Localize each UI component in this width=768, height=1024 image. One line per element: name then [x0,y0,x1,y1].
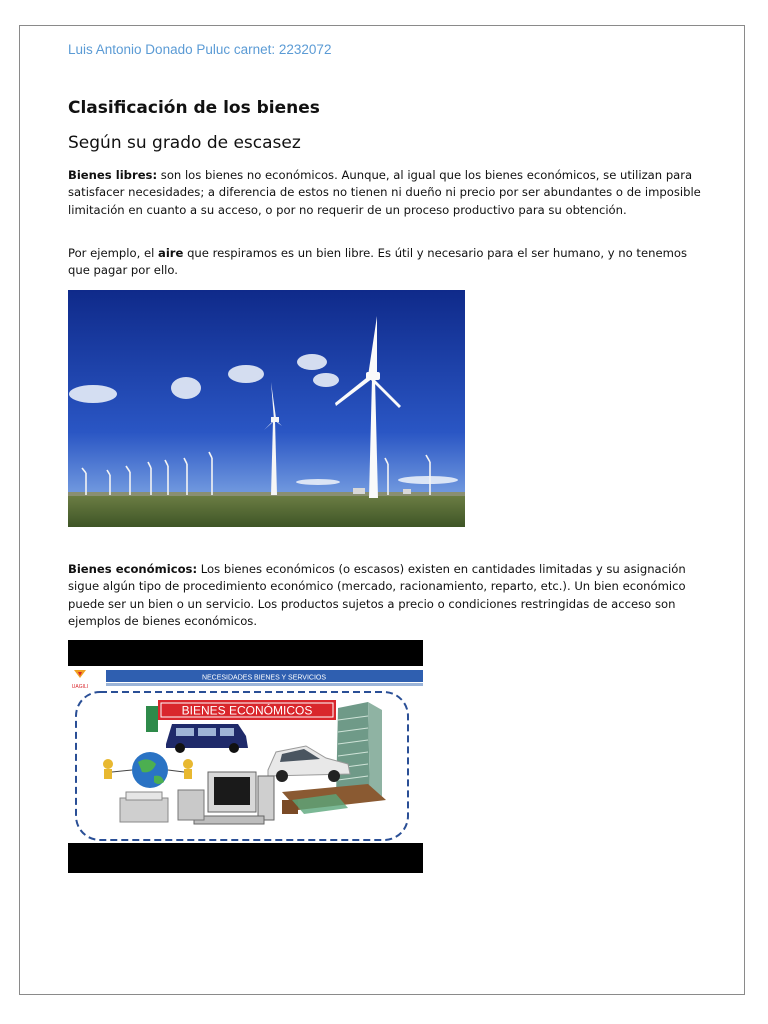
paragraph-air-example [68,245,704,280]
paragraph-economic-goods [68,561,704,631]
paragraph-economic-goods-text: Los bienes económicos (o escasos) existen en cantidades limitadas y su asignación sigue algún tipo de procedimiento económico (mercado, racionamiento, reparto, etc.). Un bien económico puede ser un bien o un servicio. Los productos sujetos a precio o condiciones restringidas de acceso son ejemplos de bienes económicos. [68,562,686,629]
section-subtitle: Según su grado de escasez [68,133,301,153]
author-header: Luis Antonio Donado Puluc carnet: 2232072 [68,42,332,57]
image-sign-text: BIENES ECONÓMICOS [181,703,313,718]
paragraph-free-goods-text: son los bienes no económicos. Aunque, al igual que los bienes económicos, se utilizan para satisfacer necesidades; a diferencia de estos no tienen ni dueño ni precio por ser abundantes o de imposible limitación en cuanto a su acceso, o por no requerir de un proceso productivo para su obtención. [68,168,701,217]
paragraph-air-post: que respiramos es un bien libre. Es útil y necesario para el ser humano, y no tenemos que pagar por ello. [68,246,688,278]
printer-illustration [120,792,168,822]
page-title: Clasificación de los bienes [68,98,320,118]
term-free-goods: Bienes libres: [68,168,158,182]
logo-text: UAGILI [71,684,89,690]
wind-turbines-image [68,290,465,527]
economic-goods-image [68,640,423,873]
term-air: aire [158,246,184,260]
image-banner-text: NECESIDADES BIENES Y SERVICIOS [201,674,327,682]
document-page [19,25,745,995]
paragraph-free-goods [68,167,704,219]
term-economic-goods: Bienes económicos: [68,562,198,576]
paragraph-air-pre: Por ejemplo, el [68,246,158,260]
